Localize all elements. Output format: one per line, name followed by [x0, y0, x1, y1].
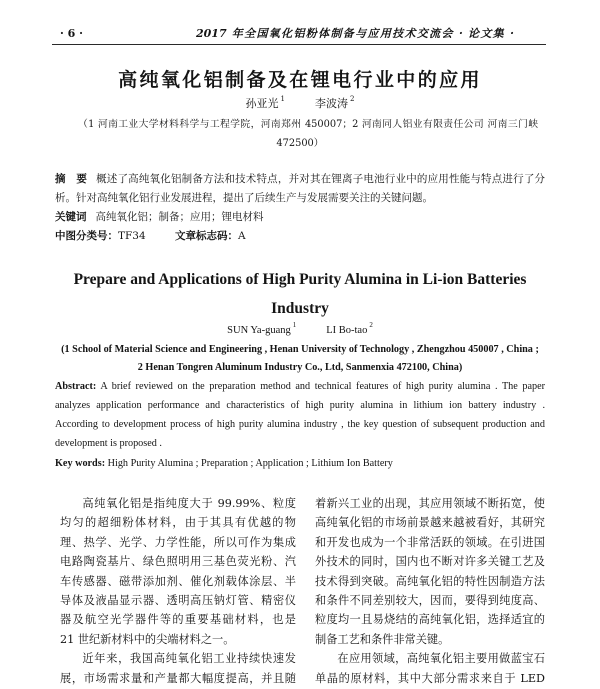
abstract-en-line: development is proposed .	[55, 438, 162, 449]
body-line: 电路陶瓷基片、绿色照明用三基色荧光粉、汽	[60, 555, 296, 569]
author-affiliation-mark: 2	[369, 321, 373, 329]
body-line: 和条件不同差别较大，因而，要得到纯度高、	[315, 593, 545, 607]
paper-title-en: Prepare and Applications of High Purity Alumina in Li-ion Batteries	[73, 271, 527, 288]
paper-title-cn: 高纯氧化铝制备及在锂电行业中的应用	[118, 69, 482, 91]
body-line: 近年来，我国高纯氧化铝工业持续快速发	[82, 652, 296, 666]
abstract-en-line	[55, 380, 545, 394]
author-name: 孙亚光	[245, 97, 279, 110]
body-line: 21 世纪新材料中的尖端材料之一。	[60, 632, 235, 646]
body-column-left	[60, 494, 296, 688]
affiliation-en-line: (1 School of Material Science and Engineering , Henan University of Technology , Zhengzhou 450007 , China ;	[61, 344, 539, 355]
body-line: 理、热学、光学、力学性能，所以可作为集成	[60, 535, 296, 549]
abstract-en-text: A brief reviewed on the preparation method and technical features of high purity alumina . The paper	[100, 381, 545, 392]
header-rule	[52, 44, 546, 45]
body-line: 器及航空光学器件等的重要基础材料，也是	[60, 613, 296, 627]
authors-cn	[0, 97, 600, 111]
body-line: 在应用领域，高纯氧化铝主要用做蓝宝石	[337, 652, 545, 666]
author-name: SUN Ya-guang	[227, 325, 291, 336]
keywords-en	[55, 457, 545, 471]
body-line: 展，市场需求量和产量都大幅度提高，并且随	[60, 671, 296, 685]
author-name: 李波涛	[315, 97, 348, 110]
body-line: 高纯氧化铝是指纯度大于 99.99%、粒度	[82, 497, 296, 510]
abstract-cn-line: 析。针对高纯氧化铝行业发展进程，提出了后续生产与发展需要关注的关键问题。	[55, 192, 433, 204]
document-code-value: A	[238, 230, 246, 242]
author-affiliation-mark: 1	[292, 321, 297, 329]
body-line: 均匀的超细粉体材料，由于其具有优越的物	[60, 516, 296, 530]
clc-label: 中图分类号：	[55, 230, 118, 242]
body-line: 着新兴工业的出现，其应用领域不断拓宽，使	[315, 497, 545, 510]
affiliation-en-line: 2 Henan Tongren Aluminum Industry Co., Ltd, Sanmenxia 472100, China)	[137, 362, 463, 373]
keywords-cn	[55, 210, 545, 225]
authors-en	[0, 321, 600, 338]
keywords-en-label: Key words:	[55, 458, 106, 469]
paper-title-en: Industry	[271, 300, 329, 317]
author-affiliation-mark: 1	[280, 95, 285, 103]
abstract-en-line: According to development process of high purity alumina industry , the key question of subsequent production and	[55, 419, 545, 430]
body-line: 粒度均一且易烧结的高纯氧化铝，选择适宜的	[315, 613, 545, 627]
body-column-right	[315, 494, 545, 688]
affiliation-cn-line: （1 河南工业大学材料科学与工程学院，河南郑州 450007；2 河南同人铝业有限责任公司 河南三门峡	[78, 119, 538, 130]
abstract-cn-label: 摘 要	[55, 173, 88, 185]
body-line: 外技术的同时，国内也不断对许多关键工艺及	[315, 555, 545, 569]
abstract-cn-line	[55, 172, 545, 187]
keywords-cn-label: 关键词	[55, 211, 87, 223]
running-header-title: 2017 年全国氧化铝粉体制备与应用技术交流会 · 论文集 ·	[196, 27, 514, 40]
clc-value: TF34	[118, 230, 146, 242]
body-line: 车传感器、磁带添加剂、催化剂载体涂层、半	[60, 574, 296, 588]
keywords-en-text: High Purity Alumina ; Preparation ; Application ; Lithium Ion Battery	[107, 458, 393, 469]
abstract-en-label: Abstract:	[55, 381, 97, 392]
body-line: 导体及液晶显示器、透明高压钠灯管、精密仪	[60, 593, 296, 607]
body-line: 高纯氧化铝的市场前景越来越被看好，其研究	[315, 516, 545, 530]
abstract-en-line: analyzes application performance and characteristics of high purity alumina in lithium ion battery industry .	[55, 400, 545, 411]
document-code	[175, 229, 246, 244]
keywords-cn-text: 高纯氧化铝；制备；应用；锂电材料	[95, 211, 264, 223]
abstract-cn-text: 概述了高纯氧化铝制备方法和技术特点，并对其在锂离子电池行业中的应用性能与特点进行了分	[96, 173, 546, 185]
affiliation-cn-line: 472500）	[276, 138, 324, 149]
body-line: 和开发也成为一个非常活跃的领域。在引进国	[315, 535, 545, 549]
author-name: LI Bo-tao	[326, 325, 368, 336]
author-affiliation-mark: 2	[350, 95, 355, 103]
document-code-label: 文章标志码：	[175, 230, 238, 242]
body-line: 单晶的原材料，其中大部分需求来自于 LED	[315, 671, 545, 685]
page-number: · 6 ·	[60, 27, 83, 40]
body-line: 制备工艺和条件非常关键。	[315, 632, 450, 646]
body-line: 技术得到突破。高纯氧化铝的特性因制造方法	[315, 574, 545, 588]
classification-line	[55, 229, 545, 244]
